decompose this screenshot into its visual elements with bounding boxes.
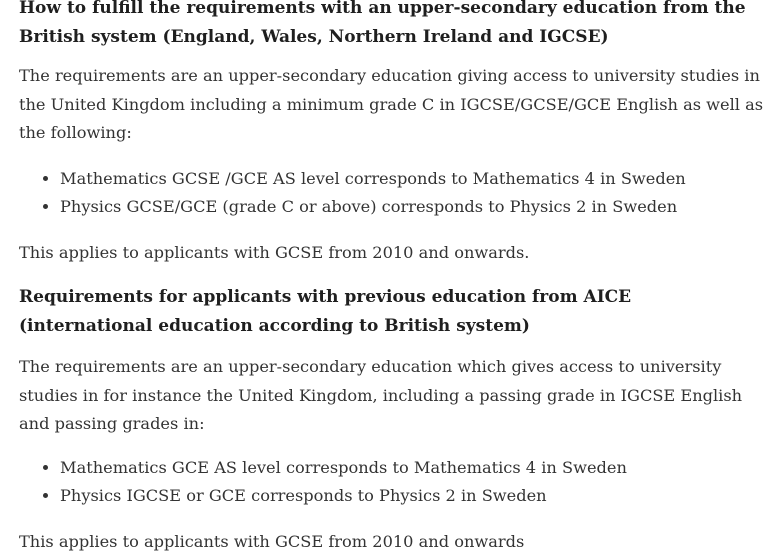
list-item: • Mathematics GCSE /GCE AS level corresponds to Mathematics 4 in Sweden	[60, 165, 764, 194]
section-intro-british-system: The requirements are an upper-secondary education giving access to university studies in the United Kingdom including a minimum grade C in IGCSE/GCSE/GCE English as well as the following:	[19, 66, 764, 142]
list-item: • Physics IGCSE or GCE corresponds to Physics 2 in Sweden	[60, 482, 764, 511]
section-note-british-system: This applies to applicants with GCSE from 2010 and onwards.	[19, 242, 530, 262]
list-item: • Physics GCSE/GCE (grade C or above) corresponds to Physics 2 in Sweden	[60, 193, 764, 222]
section-intro-aice: The requirements are an upper-secondary education which gives access to university studies in for instance the United Kingdom, including a passing grade in IGCSE English and passing grades in:	[19, 357, 743, 433]
section-note-aice: This applies to applicants with GCSE from 2010 and onwards	[19, 531, 525, 551]
section-heading-aice: Requirements for applicants with previous education from AICE (international education according to British system)	[19, 287, 632, 336]
requirements-list-aice	[19, 454, 764, 511]
list-item: • Mathematics GCE AS level corresponds to Mathematics 4 in Sweden	[60, 454, 764, 483]
requirements-list-british-system	[19, 165, 764, 222]
section-heading-british-system: How to fulfill the requirements with an upper-secondary education from the British system (England, Wales, Northern Ireland and IGCSE)	[19, 0, 746, 47]
